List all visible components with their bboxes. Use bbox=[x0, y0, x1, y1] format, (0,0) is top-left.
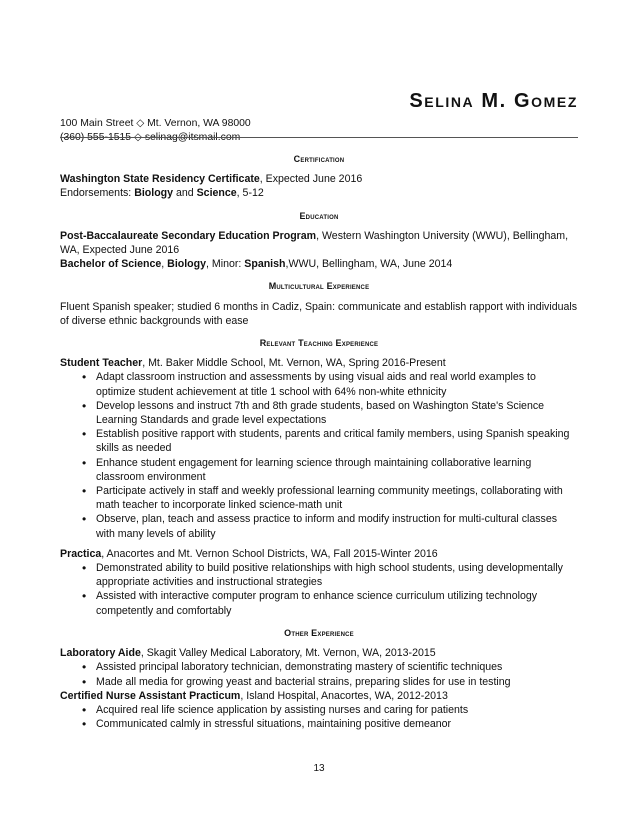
certificate-title: Washington State Residency Certificate bbox=[60, 173, 260, 186]
student-teacher-bullets bbox=[60, 370, 578, 540]
page-number: 13 bbox=[313, 763, 325, 774]
education-entry-postbacc: Post-Baccalaureate Secondary Education Program, Western Washington University (WWU), Bellingham, WA, Expected June 2016 bbox=[60, 229, 569, 257]
address-line: 100 Main Street ◇ Mt. Vernon, WA 98000 bbox=[60, 118, 251, 129]
phone-email-line: (360) 555-1515 ◇ selinag@itsmail.com bbox=[60, 132, 241, 143]
section-heading-multicultural: Multicultural Experience bbox=[268, 281, 370, 292]
certification-entry: Washington State Residency Certificate, Expected June 2016 bbox=[60, 173, 363, 186]
list-item: • Demonstrated ability to build positive relationships with high school students, using developmentally appropriate activities and instructional strategies bbox=[96, 561, 578, 589]
list-item: • Enhance student engagement for learning science through maintaining collaborative learning classroom environment bbox=[96, 456, 578, 484]
list-item: • Communicated calmly in stressful situations, maintaining positive demeanor bbox=[96, 717, 578, 731]
section-heading-certification: Certification bbox=[293, 154, 345, 164]
list-item: • Made all media for growing yeast and bacterial strains, preparing slides for use in testing bbox=[96, 675, 578, 689]
list-item: • Assisted with interactive computer program to enhance science curriculum utilizing technology competently and comfortably bbox=[96, 589, 578, 617]
section-heading-teaching: Relevant Teaching Experience bbox=[259, 338, 379, 349]
list-item: • Observe, plan, teach and assess practice to inform and modify instruction for multi-cultural classes with many levels of ability bbox=[96, 512, 578, 540]
endorsements-line: Endorsements: Biology and Science, 5-12 bbox=[60, 187, 264, 200]
resume-body bbox=[60, 152, 578, 731]
lab-aide-bullets bbox=[60, 660, 578, 688]
section-heading-other: Other Experience bbox=[284, 627, 354, 638]
teaching-job-student-teacher: Student Teacher, Mt. Baker Middle School, Mt. Vernon, WA, Spring 2016-Present bbox=[60, 357, 446, 370]
candidate-name: Selina M. Gomez bbox=[409, 90, 578, 112]
other-job-cna: Certified Nurse Assistant Practicum, Island Hospital, Anacortes, WA, 2012-2013 bbox=[60, 689, 448, 702]
list-item: • Develop lessons and instruct 7th and 8th grade students, based on Washington State's Science Learning Standards and grade level expectations bbox=[96, 399, 578, 427]
other-job-lab-aide: Laboratory Aide, Skagit Valley Medical Laboratory, Mt. Vernon, WA, 2013-2015 bbox=[60, 647, 436, 660]
teaching-job-practica: Practica, Anacortes and Mt. Vernon School Districts, WA, Fall 2015-Winter 2016 bbox=[60, 547, 438, 560]
section-heading-education: Education bbox=[299, 210, 339, 221]
list-item: • Participate actively in staff and weekly professional learning community meetings, collaborating with math teacher to incorporate linked science-math unit bbox=[96, 484, 578, 512]
header-divider bbox=[60, 137, 578, 138]
list-item: • Assisted principal laboratory technician, demonstrating mastery of scientific techniques bbox=[96, 660, 578, 674]
cna-bullets bbox=[60, 703, 578, 731]
contact-block bbox=[60, 117, 251, 145]
list-item: • Establish positive rapport with students, parents and critical family members, using Spanish speaking skills as needed bbox=[96, 427, 578, 455]
list-item: • Adapt classroom instruction and assessments by using visual aids and real world examples to optimize student achievement at title 1 school with 64% non-white ethnicity bbox=[96, 370, 578, 398]
multicultural-text: Fluent Spanish speaker; studied 6 months in Cadiz, Spain: communicate and establish rapport with individuals of diverse ethnic backgrounds with ease bbox=[60, 300, 578, 327]
education-entry-bachelor: Bachelor of Science, Biology, Minor: Spanish,WWU, Bellingham, WA, June 2014 bbox=[60, 258, 453, 271]
list-item: • Acquired real life science application by assisting nurses and caring for patients bbox=[96, 703, 578, 717]
practica-bullets bbox=[60, 561, 578, 618]
